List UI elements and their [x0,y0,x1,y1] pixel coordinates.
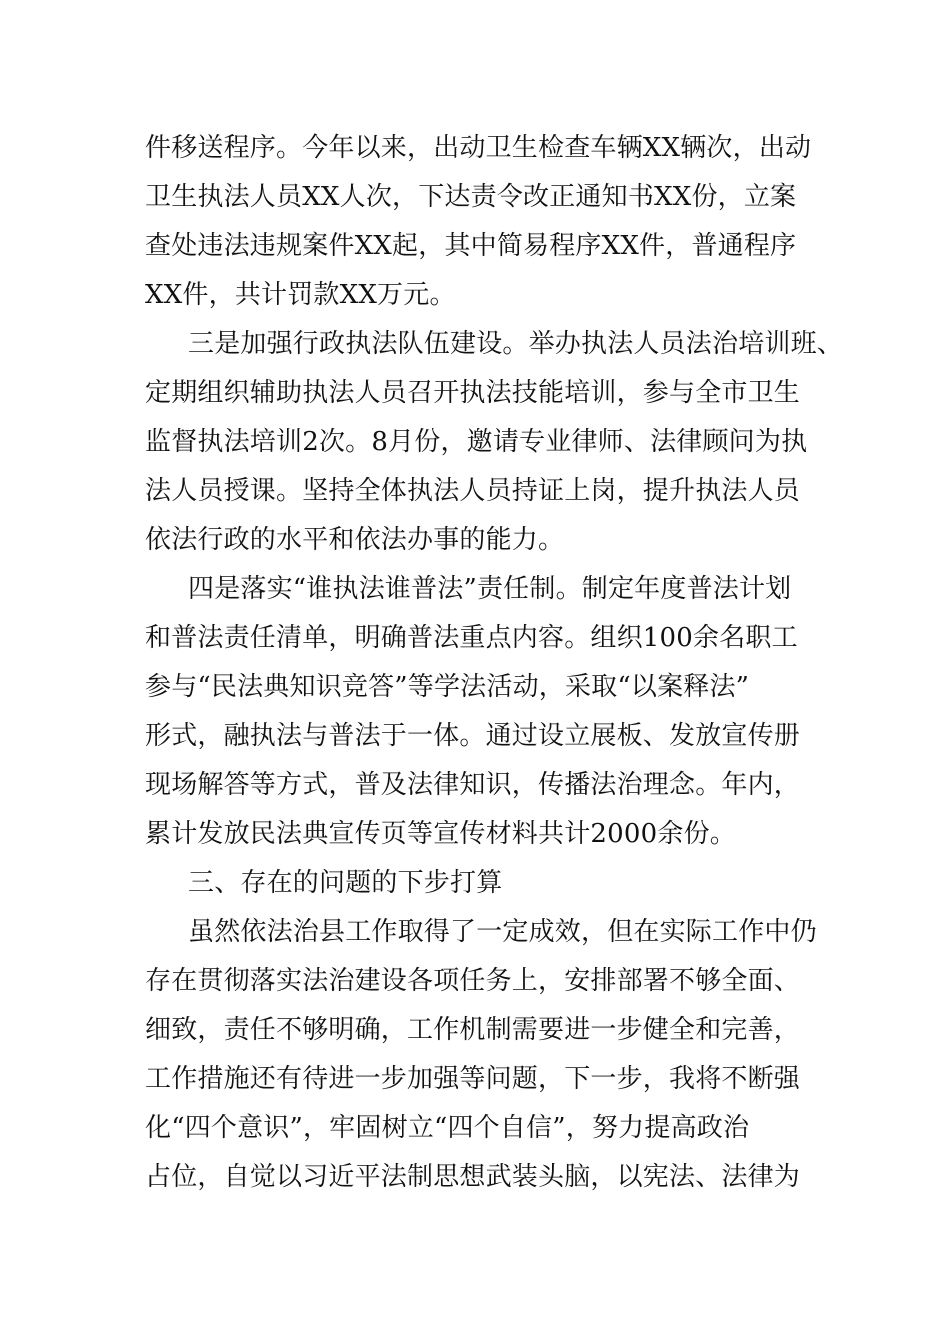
text-line: 依法行政的水平和依法办事的能力。 [145,525,565,555]
paragraph-case-statistics [145,124,810,320]
text-line: 存在贯彻落实法治建设各项任务上，安排部署不够全面、 [145,966,801,996]
text-line: 件移送程序。今年以来，出动卫生检查车辆XX辆次，出动 [145,133,812,163]
paragraph-law-publicity [145,565,810,859]
text-line: 工作措施还有待进一步加强等问题，下一步，我将不断强 [145,1064,801,1094]
text-line: 占位，自觉以习近平法制思想武装头脑，以宪法、法律为 [145,1162,801,1192]
paragraph-problems [145,908,817,1202]
text-line: XX件，共计罚款XX万元。 [145,280,456,310]
text-line: 参与“民法典知识竞答”等学法活动，采取“以案释法” [145,672,750,702]
text-line: 形式，融执法与普法于一体。通过设立展板、发放宣传册 [145,721,801,751]
text-line: 现场解答等方式，普及法律知识，传播法治理念。年内， [145,770,801,800]
text-line: 和普法责任清单，明确普法重点内容。组织100余名职工 [145,623,798,653]
text-line: 定期组织辅助执法人员召开执法技能培训，参与全市卫生 [145,378,801,408]
document-body [145,124,844,1202]
text-line: 查处违法违规案件XX起，其中简易程序XX件，普通程序 [145,231,797,261]
text-line: 虽然依法治县工作取得了一定成效，但在实际工作中仍 [188,917,817,947]
text-line: 三是加强行政执法队伍建设。举办执法人员法治培训班、 [188,329,844,359]
paragraph-team-building [145,320,844,565]
text-line: 四是落实“谁执法谁普法”责任制。制定年度普法计划 [188,574,792,604]
text-line: 累计发放民法典宣传页等宣传材料共计2000余份。 [145,819,736,849]
text-line: 法人员授课。坚持全体执法人员持证上岗，提升执法人员 [145,476,801,506]
section-heading-problems-and-plans [145,859,810,908]
text-line: 化“四个意识”，牢固树立“四个自信”，努力提高政治 [145,1113,750,1143]
text-line: 监督执法培训2次。8月份，邀请专业律师、法律顾问为执 [145,427,808,457]
text-line: 三、存在的问题的下步打算 [188,868,503,898]
text-line: 卫生执法人员XX人次，下达责令改正通知书XX份，立案 [145,182,797,212]
text-line: 细致，责任不够明确，工作机制需要进一步健全和完善， [145,1015,801,1045]
